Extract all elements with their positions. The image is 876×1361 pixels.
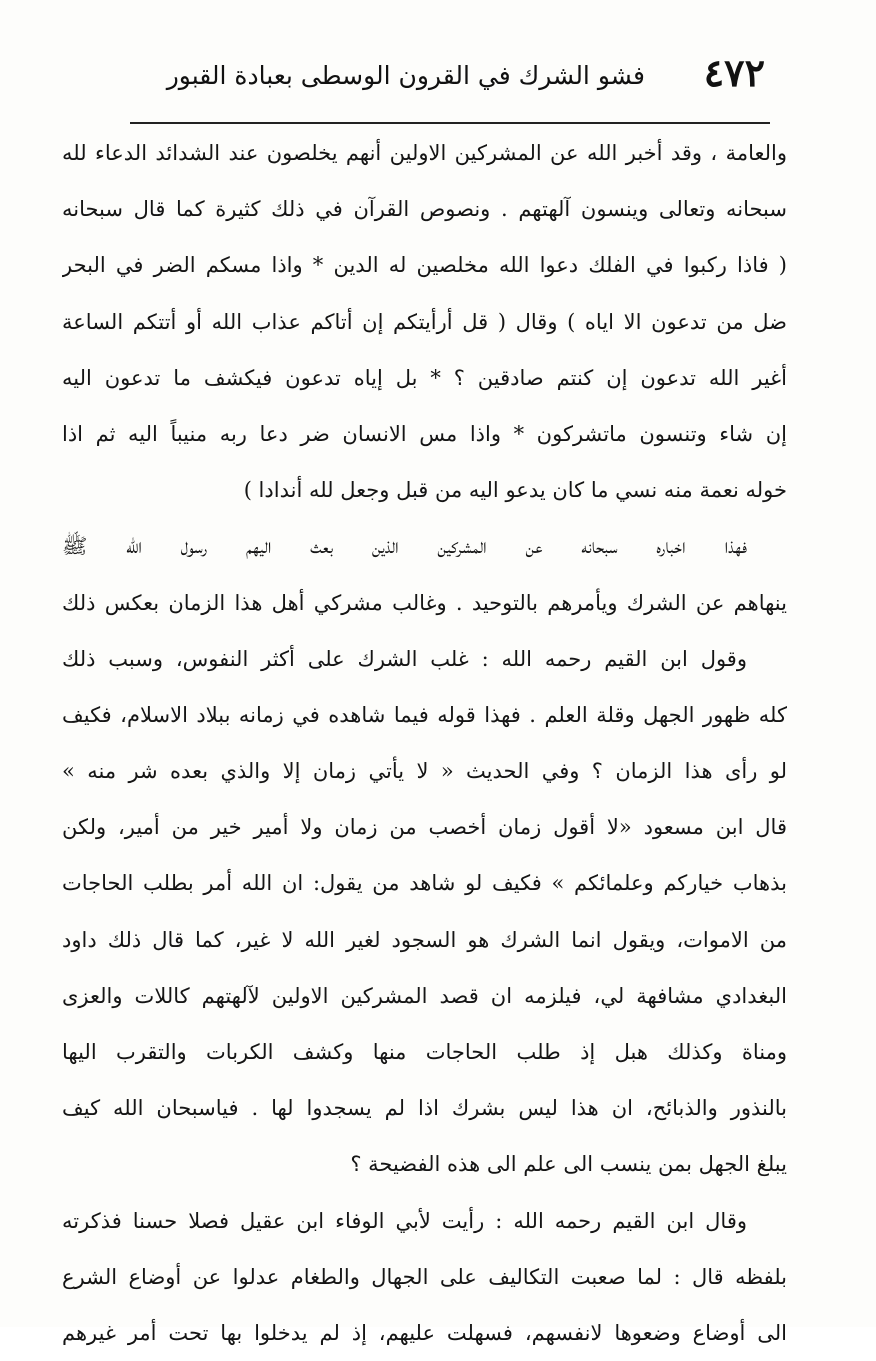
text-line: قال ابن مسعود «لا أقول زمان أخصب من زمان ولا أمير خير من أمير، ولكن — [62, 815, 787, 840]
text-line: بذهاب خياركم وعلمائكم » فكيف لو شاهد من يقول: ان الله أمر بطلب الحاجات — [62, 871, 787, 896]
text-line: ( فاذا ركبوا في الفلك دعوا الله مخلصين له الدين * واذا مسكم الضر في البحر — [62, 253, 787, 278]
text-line: فهذا اخباره سبحانه عن المشركين الذين بعث اليهم رسول الله ﷺ — [62, 534, 747, 559]
text-line: وقال ابن القيم رحمه الله : رأيت لأبي الوفاء ابن عقيل فصلا حسنا فذكرته — [62, 1208, 747, 1233]
running-title: فشو الشرك في القرون الوسطى بعبادة القبور — [166, 61, 645, 90]
text-line: سبحانه وتعالى وينسون آلهتهم . ونصوص القرآن في ذلك كثيرة كما قال سبحانه — [62, 197, 787, 222]
text-line: ومناة وكذلك هبل إذ طلب الحاجات منها وكشف الكربات والتقرب اليها — [62, 1040, 787, 1064]
text-line: من الاموات، ويقول انما الشرك هو السجود لغير الله لا غير، كما قال ذلك داود — [62, 927, 787, 952]
header-rule — [130, 122, 770, 124]
text-line: والعامة ، وقد أخبر الله عن المشركين الاولين أنهم يخلصون عند الشدائد الدعاء لله — [62, 141, 787, 165]
text-line: وقول ابن القيم رحمه الله : غلب الشرك على أكثر النفوس، وسبب ذلك — [62, 646, 747, 671]
text-line: البغدادي مشافهة لي، فيلزمه ان قصد المشركين الاولين لآلهتهم كاللات والعزى — [62, 983, 787, 1008]
text-line: الى أوضاع وضعوها لانفسهم، فسهلت عليهم، إذ لم يدخلوا بها تحت أمر غيرهم — [62, 1320, 787, 1345]
text-line: أغير الله تدعون إن كنتم صادقين ؟ * بل إياه تدعون فيكشف ما تدعون اليه — [62, 365, 787, 390]
text-line: ضل من تدعون الا اياه ) وقال ( قل أرأيتكم إن أتاكم عذاب الله أو أتتكم الساعة — [62, 309, 787, 334]
text-line: بلفظه قال : لما صعبت التكاليف على الجهال والطغام عدلوا عن أوضاع الشرع — [62, 1264, 787, 1289]
text-line: لو رأى هذا الزمان ؟ وفي الحديث « لا يأتي زمان إلا والذي بعده شر منه » — [62, 759, 787, 784]
text-line: خوله نعمة منه نسي ما كان يدعو اليه من قبل وجعل لله أندادا ) — [243, 478, 787, 503]
text-line: إن شاء وتنسون ماتشركون * واذا مس الانسان ضر دعا ربه منيباً اليه ثم اذا — [62, 421, 787, 446]
text-line: كله ظهور الجهل وقلة العلم . فهذا قوله فيما شاهده في زمانه ببلاد الاسلام، فكيف — [62, 702, 787, 727]
text-line: بالنذور والذبائح، ان هذا ليس بشرك اذا لم يسجدوا لها . فياسبحان الله كيف — [62, 1096, 787, 1121]
text-line: يبلغ الجهل بمن ينسب الى علم الى هذه الفضيحة ؟ — [350, 1152, 787, 1177]
body-text — [62, 125, 787, 1361]
page-number: ٤٧٢ — [703, 50, 765, 95]
page-header — [135, 48, 765, 118]
text-line: ينهاهم عن الشرك ويأمرهم بالتوحيد . وغالب مشركي أهل هذا الزمان بعكس ذلك — [62, 590, 787, 615]
